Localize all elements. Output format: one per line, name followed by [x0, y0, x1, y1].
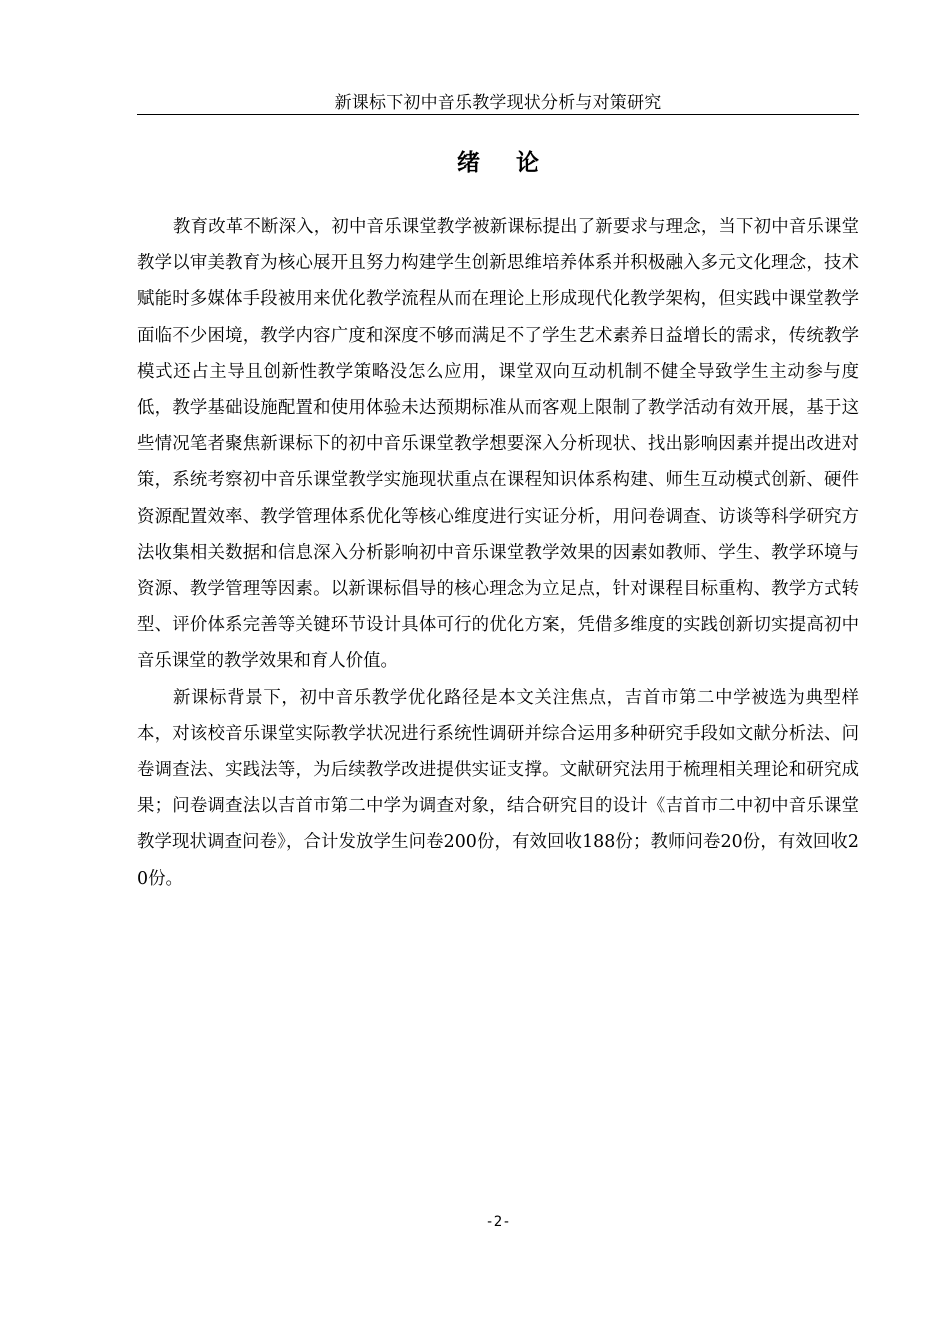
paragraph-2: 新课标背景下，初中音乐教学优化路径是本文关注焦点，吉首市第二中学被选为典型样本，对该校音乐课堂实际教学状况进行系统性调研并综合运用多种研究手段如文献分析法、问卷调查法、实践法等，为后续教学改进提供实证支撑。文献研究法用于梳理相关理论和研究成果；问卷调查法以吉首市第二中学为调查对象，结合研究目的设计《吉首市二中初中音乐课堂教学现状调查问卷》，合计发放学生问卷200份，有效回收188份；教师问卷20份，有效回收20份。: [137, 687, 859, 889]
page-number: -2-: [485, 1214, 511, 1230]
body-text: [137, 209, 859, 897]
chapter-title: 绪论: [457, 149, 575, 176]
running-header: 新课标下初中音乐教学现状分析与对策研究: [334, 93, 662, 113]
header-rule: [137, 114, 859, 115]
paragraph-1: 教育改革不断深入，初中音乐课堂教学被新课标提出了新要求与理念，当下初中音乐课堂教学以审美教育为核心展开且努力构建学生创新思维培养体系并积极融入多元文化理念，技术赋能时多媒体手段被用来优化教学流程从而在理论上形成现代化教学架构，但实践中课堂教学面临不少困境，教学内容广度和深度不够而满足不了学生艺术素养日益增长的需求，传统教学模式还占主导且创新性教学策略没怎么应用，课堂双向互动机制不健全导致学生主动参与度低，教学基础设施配置和使用体验未达预期标准从而客观上限制了教学活动有效开展，基于这些情况笔者聚焦新课标下的初中音乐课堂教学想要深入分析现状、找出影响因素并提出改进对策，系统考察初中音乐课堂教学实施现状重点在课程知识体系构建、师生互动模式创新、硬件资源配置效率、教学管理体系优化等核心维度进行实证分析，用问卷调查、访谈等科学研究方法收集相关数据和信息深入分析影响初中音乐课堂教学效果的因素如教师、学生、教学环境与资源、教学管理等因素。以新课标倡导的核心理念为立足点，针对课程目标重构、教学方式转型、评价体系完善等关键环节设计具体可行的优化方案，凭借多维度的实践创新切实提高初中音乐课堂的教学效果和育人价值。: [137, 217, 859, 672]
